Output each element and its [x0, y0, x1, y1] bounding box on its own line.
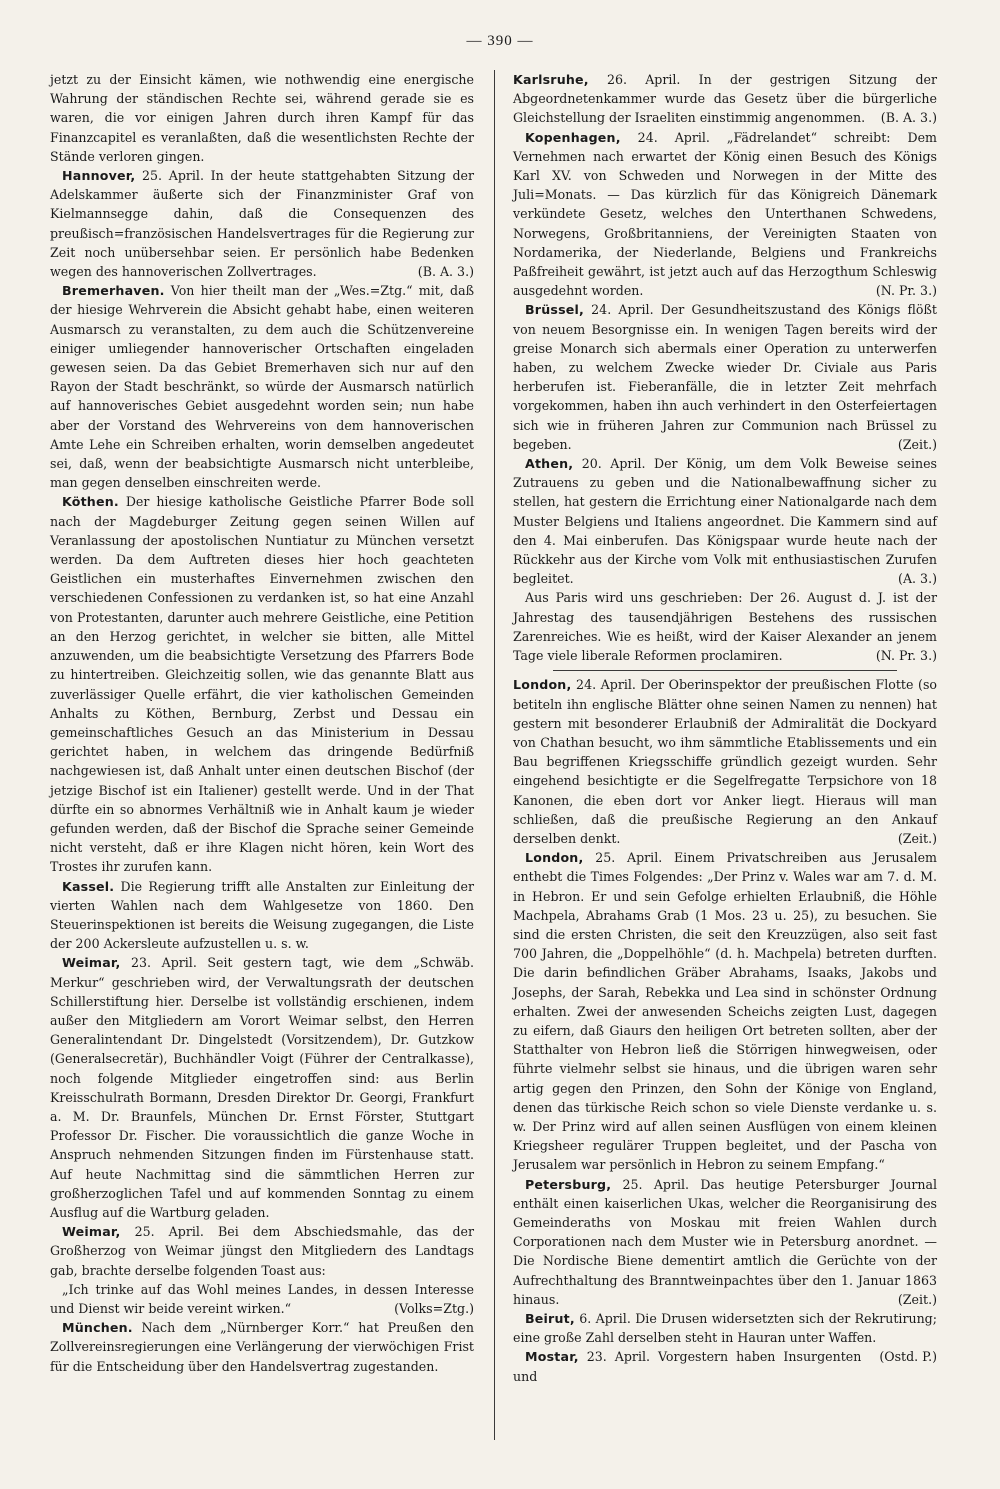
source-citation: (B. A. 3.) — [417, 264, 474, 280]
article-dateline: London, — [513, 677, 572, 693]
article-dateline: Hannover, — [62, 168, 136, 184]
article-text: 24. April. Der Gesundheitszustand des Königs flößt von neuem Besorgnisse ein. In wenigen Tagen bereits wird der greise Monarch sich abermals einer Operation zu unterwerfen haben, zu welchem Zwecke wieder Dr. Civiale aus Paris herberufen ist. Fieberanfälle, die in letzter Zeit mehrfach vorgekommen, haben ihn auch verhindert in den Osterfeiertagen sich wie in früheren Jahren zur Communion nach Brüssel zu begeben. — [513, 302, 937, 452]
article-text: jetzt zu der Einsicht kämen, wie nothwendig eine energische Wahrung der ständischen Rechte sei, während gerade sie es waren, die vor einigen Jahren durch ihren Kampf für das Finanzcapitel es veranlaßten, daß die wesentlichsten Rechte der Stände verloren gingen. — [50, 72, 474, 164]
article-paragraph — [513, 300, 937, 454]
source-citation: (Zeit.) — [897, 1291, 937, 1307]
article-paragraph — [513, 128, 937, 301]
article-dateline: London, — [525, 850, 584, 866]
article-text: 23. April. Vorgestern haben Insurgenten und — [513, 1349, 862, 1384]
source-citation: (Zeit.) — [897, 436, 937, 452]
source-citation: (Volks=Ztg.) — [394, 1301, 474, 1316]
article-dateline: Kopenhagen, — [525, 129, 621, 145]
article-paragraph — [50, 281, 474, 492]
right-column — [513, 70, 937, 1386]
source-citation: (Zeit.) — [897, 830, 937, 846]
source-citation: (A. 3.) — [898, 571, 937, 587]
article-text: Nach dem „Nürnberger Korr.“ hat Preußen den Zollvereinsregierungen eine Verlängerung der vierwöchigen Frist für die Entscheidung über den Handelsvertrag zugestanden. — [50, 1320, 474, 1374]
article-text: 26. April. In der gestrigen Sitzung der Abgeordnetenkammer wurde das Gesetz über die bürgerliche Gleichstellung der Israeliten einstimmig angenommen. — [513, 72, 937, 126]
article-text: 20. April. Der König, um dem Volk Beweise seines Zutrauens zu geben und die Nationalbewaffnung sicher zu stellen, hat gestern die Errichtung einer Nationalgarde nach dem Muster Belgiens und Italiens angeordnet. Die Kammern sind auf den 4. Mai einberufen. Das Königspaar wurde heute nach der Rückkehr aus der Kirche vom Volk mit enthusiastischen Zurufen begleitet. — [513, 456, 937, 587]
article-paragraph — [50, 1222, 474, 1280]
article-paragraph — [513, 1175, 937, 1309]
article-text: 25. April. Bei dem Abschiedsmahle, das der Großherzog von Weimar jüngst den Mitgliedern des Landtags gab, brachte derselbe folgenden Toast aus: — [50, 1224, 474, 1278]
article-paragraph — [50, 953, 474, 1222]
article-paragraph — [50, 1280, 474, 1318]
article-dateline: Beirut, — [525, 1311, 575, 1326]
page-number: — 390 — — [466, 33, 534, 49]
source-citation: (B. A. 3.) — [880, 110, 937, 126]
source-citation: (N. Pr. 3.) — [875, 648, 937, 664]
article-text: 25. April. Einem Privatschreiben aus Jerusalem enthebt die Times Folgendes: „Der Prinz v. Wales war am 7. d. M. in Hebron. Er und sein Gefolge erhielten Erlaubniß, die Höhle Machpela, Abrahams Grab (1 Mos. 23 u. 25), zu besuchen. Sie sind die ersten Christen, die seit den Kreuzzügen, also seit fast 700 Jahren, die „Doppelhöhle“ (d. h. Machpela) betreten durften. Die darin befindlichen Gräber Abrahams, Isaaks, Jakobs und Josephs, der Sarah, Rebekka und Lea sind in schönster Ordnung erhalten. Zwei der anwesenden Scheichs zeigten Lust, dagegen zu eifern, daß Giaurs den heiligen Ort betreten sollten, aber der Statthalter von Hebron ließ die Störrigen hinwegweisen, oder führte vielmehr selbst sie hinaus, und die übrigen waren sehr artig gegen den Prinzen, den Sohn der Könige von England, denen das türkische Reich schon so viele Dienste verdanke u. s. w. Der Prinz wird auf allen seinen Ausflügen von einem kleinen Kriegsheer regulärer Truppen begleitet, und der Pascha von Jerusalem war persönlich in Hebron zu seinem Empfang.“ — [513, 850, 937, 1173]
article-text: Von hier theilt man der „Wes.=Ztg.“ mit, daß der hiesige Wehrverein die Absicht gehabt habe, einen weiteren Ausmarsch zu veranstalten, zu dem auch die Schützenvereine einiger umliegender hannoverischer Ortschaften eingeladen gewesen seien. Da das Gebiet Bremerhaven sich nur auf den Rayon der Stadt beschränkt, so würde der Ausmarsch natürlich auf hannoverisches Gebiet ausgedehnt worden sein; nun habe aber der Vorstand des Wehrvereins von dem hannoverischen Amte Lehe ein Schreiben erhalten, worin demselben angedeutet sei, daß, wenn der beabsichtigte Ausmarsch nicht unterbleibe, man gegen denselben einschreiten werde. — [50, 283, 474, 491]
article-dateline: Mostar, — [525, 1349, 579, 1365]
section-divider — [553, 670, 897, 671]
article-paragraph — [50, 70, 474, 166]
article-text: Aus Paris wird uns geschrieben: Der 26. August d. J. ist der Jahrestag des tausendjährigen Bestehens des russischen Zarenreiches. Wie es heißt, wird der Kaiser Alexander an jenem Tage viele liberale Reformen proclamiren. — [513, 590, 937, 664]
article-dateline: Brüssel, — [525, 302, 585, 318]
article-text: Der hiesige katholische Geistliche Pfarrer Bode soll nach der Magdeburger Zeitung gegen seinen Willen auf Veranlassung der apostolischen Nuntiatur zu München versetzt werden. Da dem Auftreten dieses hier hoch geachteten Geistlichen ein musterhaftes Einvernehmen zwischen den verschiedenen Confessionen zu verdanken ist, so hat eine Anzahl von Protestanten, darunter auch mehrere Geistliche, eine Petition an den Herzog gerichtet, in welcher sie bitten, alle Mittel anzuwenden, um die beabsichtigte Versetzung des Pfarrers Bode zu hintertreiben. Gleichzeitig sollen, wie das genannte Blatt aus zuverlässiger Quelle erfährt, die vier katholischen Gemeinden Anhalts zu Köthen, Bernburg, Zerbst und Dessau ein gemeinschaftliches Gesuch an das Ministerium in Dessau gerichtet haben, in welchem das dringende Bedürfniß nachgewiesen ist, daß Anhalt unter einen deutschen Bischof (der jetzige Bischof ist ein Italiener) gestellt werde. Und in der That dürfte ein so abnormes Verhältniß wie in Anhalt kaum je wieder gefunden werden, daß der Bischof die Sprache seiner Gemeinde nicht versteht, daß er ihre Klagen nicht hören, kein Wort des Trostes ihr zurufen kann. — [50, 494, 474, 875]
article-paragraph — [50, 166, 474, 281]
article-dateline: München. — [62, 1320, 133, 1336]
article-text: 23. April. Seit gestern tagt, wie dem „Schwäb. Merkur“ geschrieben wird, der Verwaltungsrath der deutschen Schillerstiftung hier. Derselbe ist vollständig erschienen, indem außer den Mitgliedern am Vorort Weimar selbst, den Herren Generalintendant Dr. Dingelstedt (Vorsitzendem), Dr. Gutzkow (Generalsecretär), Buchhändler Voigt (Führer der Centralkasse), noch folgende Mitglieder eingetroffen sind: aus Berlin Kreisschulrath Bormann, Dresden Direktor Dr. Georgi, Frankfurt a. M. Dr. Braunfels, München Dr. Ernst Förster, Stuttgart Professor Dr. Fischer. Die voraussichtlich die ganze Woche in Anspruch nehmenden Sitzungen finden im Fürstenhause statt. Auf heute Nachmittag sind die sämmtlichen Herren zur großherzoglichen Tafel und auf kommenden Sonntag zu einem Ausflug auf die Wartburg geladen. — [50, 955, 474, 1220]
source-citation: (N. Pr. 3.) — [875, 283, 937, 299]
article-text: Die Regierung trifft alle Anstalten zur Einleitung der vierten Wahlen nach dem Wahlgesetze von 1860. Den Steuerinspektionen ist bereits die Weisung zugegangen, die Liste der 200 Ackersleute aufzustellen u. s. w. — [50, 878, 474, 952]
article-paragraph — [50, 492, 474, 876]
article-text: 25. April. In der heute stattgehabten Sitzung der Adelskammer äußerte sich der Finanzminister Graf von Kielmannsegge dahin, daß die Consequenzen des preußisch=französischen Handelsvertrages für die Regierung zur Zeit noch unübersehbar seien. Er persönlich habe Bedenken wegen des hannoverischen Zollvertrages. — [50, 168, 474, 280]
article-text: 25. April. Das heutige Petersburger Journal enthält einen kaiserlichen Ukas, welcher die Reorganisirung des Gemeinderaths von Moskau mit freien Wahlen durch Corporationen nach dem Muster wie in Petersburg anordnet. — Die Nordische Biene dementirt amtlich die Gerüchte von der Aufrechthaltung des Branntweinpachtes über den 1. Januar 1863 hinaus. — [513, 1176, 937, 1307]
article-dateline: Bremerhaven. — [62, 283, 165, 299]
article-dateline: Weimar, — [62, 1224, 121, 1240]
article-paragraph — [513, 588, 937, 665]
article-dateline: Athen, — [525, 456, 574, 472]
article-paragraph — [513, 454, 937, 588]
article-paragraph — [50, 877, 474, 954]
left-column — [50, 70, 474, 1376]
article-dateline: Karlsruhe, — [513, 72, 589, 87]
source-citation: (Ostd. P.) — [879, 1349, 937, 1365]
article-text: 24. April. Der Oberinspektor der preußischen Flotte (so betiteln ihn englische Blätter ohne seinen Namen zu nennen) hat gestern mit besonderer Erlaubniß der Admiralität die Dockyard von Chathan besucht, wo ihm sämmtliche Etablissements und ein Bau begriffenen Kriegsschiffe gründlich gezeigt wurden. Sehr eingehend besichtigte er die Segelfregatte Terpsichore von 18 Kanonen, die eben dort vor Anker liegt. Hieraus will man schließen, daß die preußische Regierung an den Ankauf derselben denkt. — [513, 677, 937, 846]
column-divider — [494, 70, 495, 1440]
article-text: 6. April. Die Drusen widersetzten sich der Rekrutirung; eine große Zahl derselben steht in Hauran unter Waffen. — [513, 1311, 937, 1346]
article-paragraph — [513, 675, 937, 848]
article-text: „Ich trinke auf das Wohl meines Landes, in dessen Interesse und Dienst wir beide vereint wirken.“ — [50, 1281, 474, 1316]
article-text: 24. April. „Fädrelandet“ schreibt: Dem Vernehmen nach erwartet der König einen Besuch des Königs Karl XV. von Schweden und Norwegen in der Mitte des Juli=Monats. — Das kürzlich für das Königreich Dänemark verkündete Gesetz, welches den Unterthanen Schwedens, Norwegens, Großbritanniens, der Vereinigten Staaten von Nordamerika, der Niederlande, Belgiens und Frankreichs Paßfreiheit gewährt, ist jetzt auch auf das Herzogthum Schleswig ausgedehnt worden. — [513, 129, 937, 299]
article-dateline: Petersburg, — [525, 1176, 612, 1192]
article-paragraph — [513, 848, 937, 1174]
article-dateline: Kassel. — [62, 878, 115, 894]
article-paragraph — [513, 70, 937, 128]
article-dateline: Köthen. — [62, 494, 119, 510]
article-paragraph — [50, 1318, 474, 1376]
article-dateline: Weimar, — [62, 955, 121, 971]
